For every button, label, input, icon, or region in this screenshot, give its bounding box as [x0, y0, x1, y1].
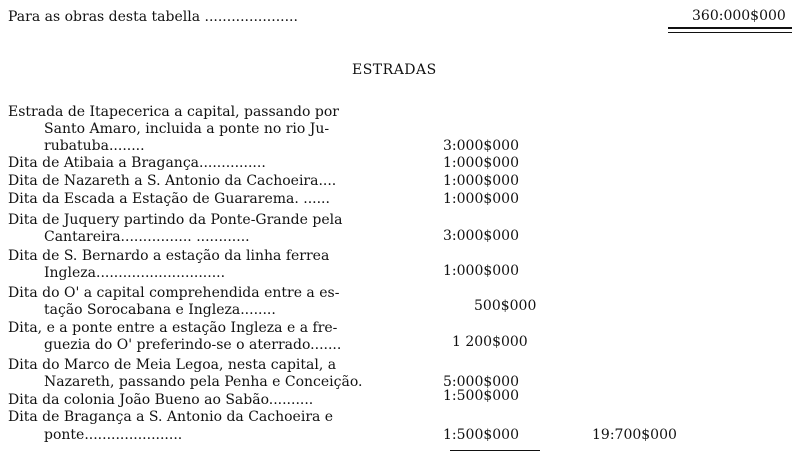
entry-line: Nazareth, passando pela Penha e Conceição.	[44, 374, 363, 390]
entry-line: Dita de Juquery partindo da Ponte-Grande pela	[8, 212, 343, 228]
entry-amount: 1:000$000	[443, 173, 519, 189]
entry-line: Dita de Nazareth a S. Antonio da Cachoeira....	[8, 173, 337, 189]
entry-line: Dita de Bragança a S. Antonio da Cachoeira e	[8, 409, 334, 425]
section-title: ESTRADAS	[352, 62, 437, 78]
header-line: Para as obras desta tabella .....................	[8, 9, 298, 25]
entry-line: Dita da Escada a Estação de Guararema. ......	[8, 191, 330, 207]
entry-line: guezia do O' preferindo-se o aterrado.......	[44, 337, 342, 353]
entry-amount: 500$000	[474, 298, 537, 314]
entry-amount: 1:000$000	[443, 155, 519, 171]
subtotal-rule	[450, 450, 540, 451]
entry-line: tação Sorocabana e Ingleza........	[44, 302, 276, 318]
entry-line: Estrada de Itapecerica a capital, passando por	[8, 104, 339, 120]
entry-line: Dita da colonia João Bueno ao Sabão..........	[8, 392, 314, 408]
entry-line: Cantareira................ ............	[44, 229, 250, 245]
entry-line: ponte......................	[44, 427, 183, 443]
entry-amount: 3:000$000	[443, 138, 519, 154]
entry-amount: 5:000$000	[443, 374, 519, 390]
total-value: 360:000$000	[692, 8, 786, 24]
entry-line: Dita de Atibaia a Bragança...............	[8, 155, 266, 171]
entry-amount: 1:500$000	[443, 388, 519, 404]
entry-amount: 3:000$000	[443, 228, 519, 244]
entry-line: Dita, e a ponte entre a estação Ingleza e a fre-	[8, 320, 338, 336]
total-rule-bottom	[668, 32, 792, 33]
entry-line: Ingleza.............................	[44, 265, 226, 281]
entry-line: Santo Amaro, incluida a ponte no rio Ju-	[44, 121, 330, 137]
entry-amount: 1:000$000	[443, 263, 519, 279]
entry-amount: 1:500$000	[443, 427, 519, 443]
entry-amount: 1 200$000	[452, 334, 528, 350]
subtotal-value: 19:700$000	[592, 427, 677, 443]
entry-line: Dita do O' a capital comprehendida entre a es-	[8, 285, 340, 301]
entry-line: rubatuba........	[44, 138, 145, 154]
entry-line: Dita do Marco de Meia Legoa, nesta capital, a	[8, 357, 337, 373]
entry-amount: 1:000$000	[443, 191, 519, 207]
entry-line: Dita de S. Bernardo a estação da linha ferrea	[8, 248, 330, 264]
total-rule-top	[668, 27, 792, 29]
